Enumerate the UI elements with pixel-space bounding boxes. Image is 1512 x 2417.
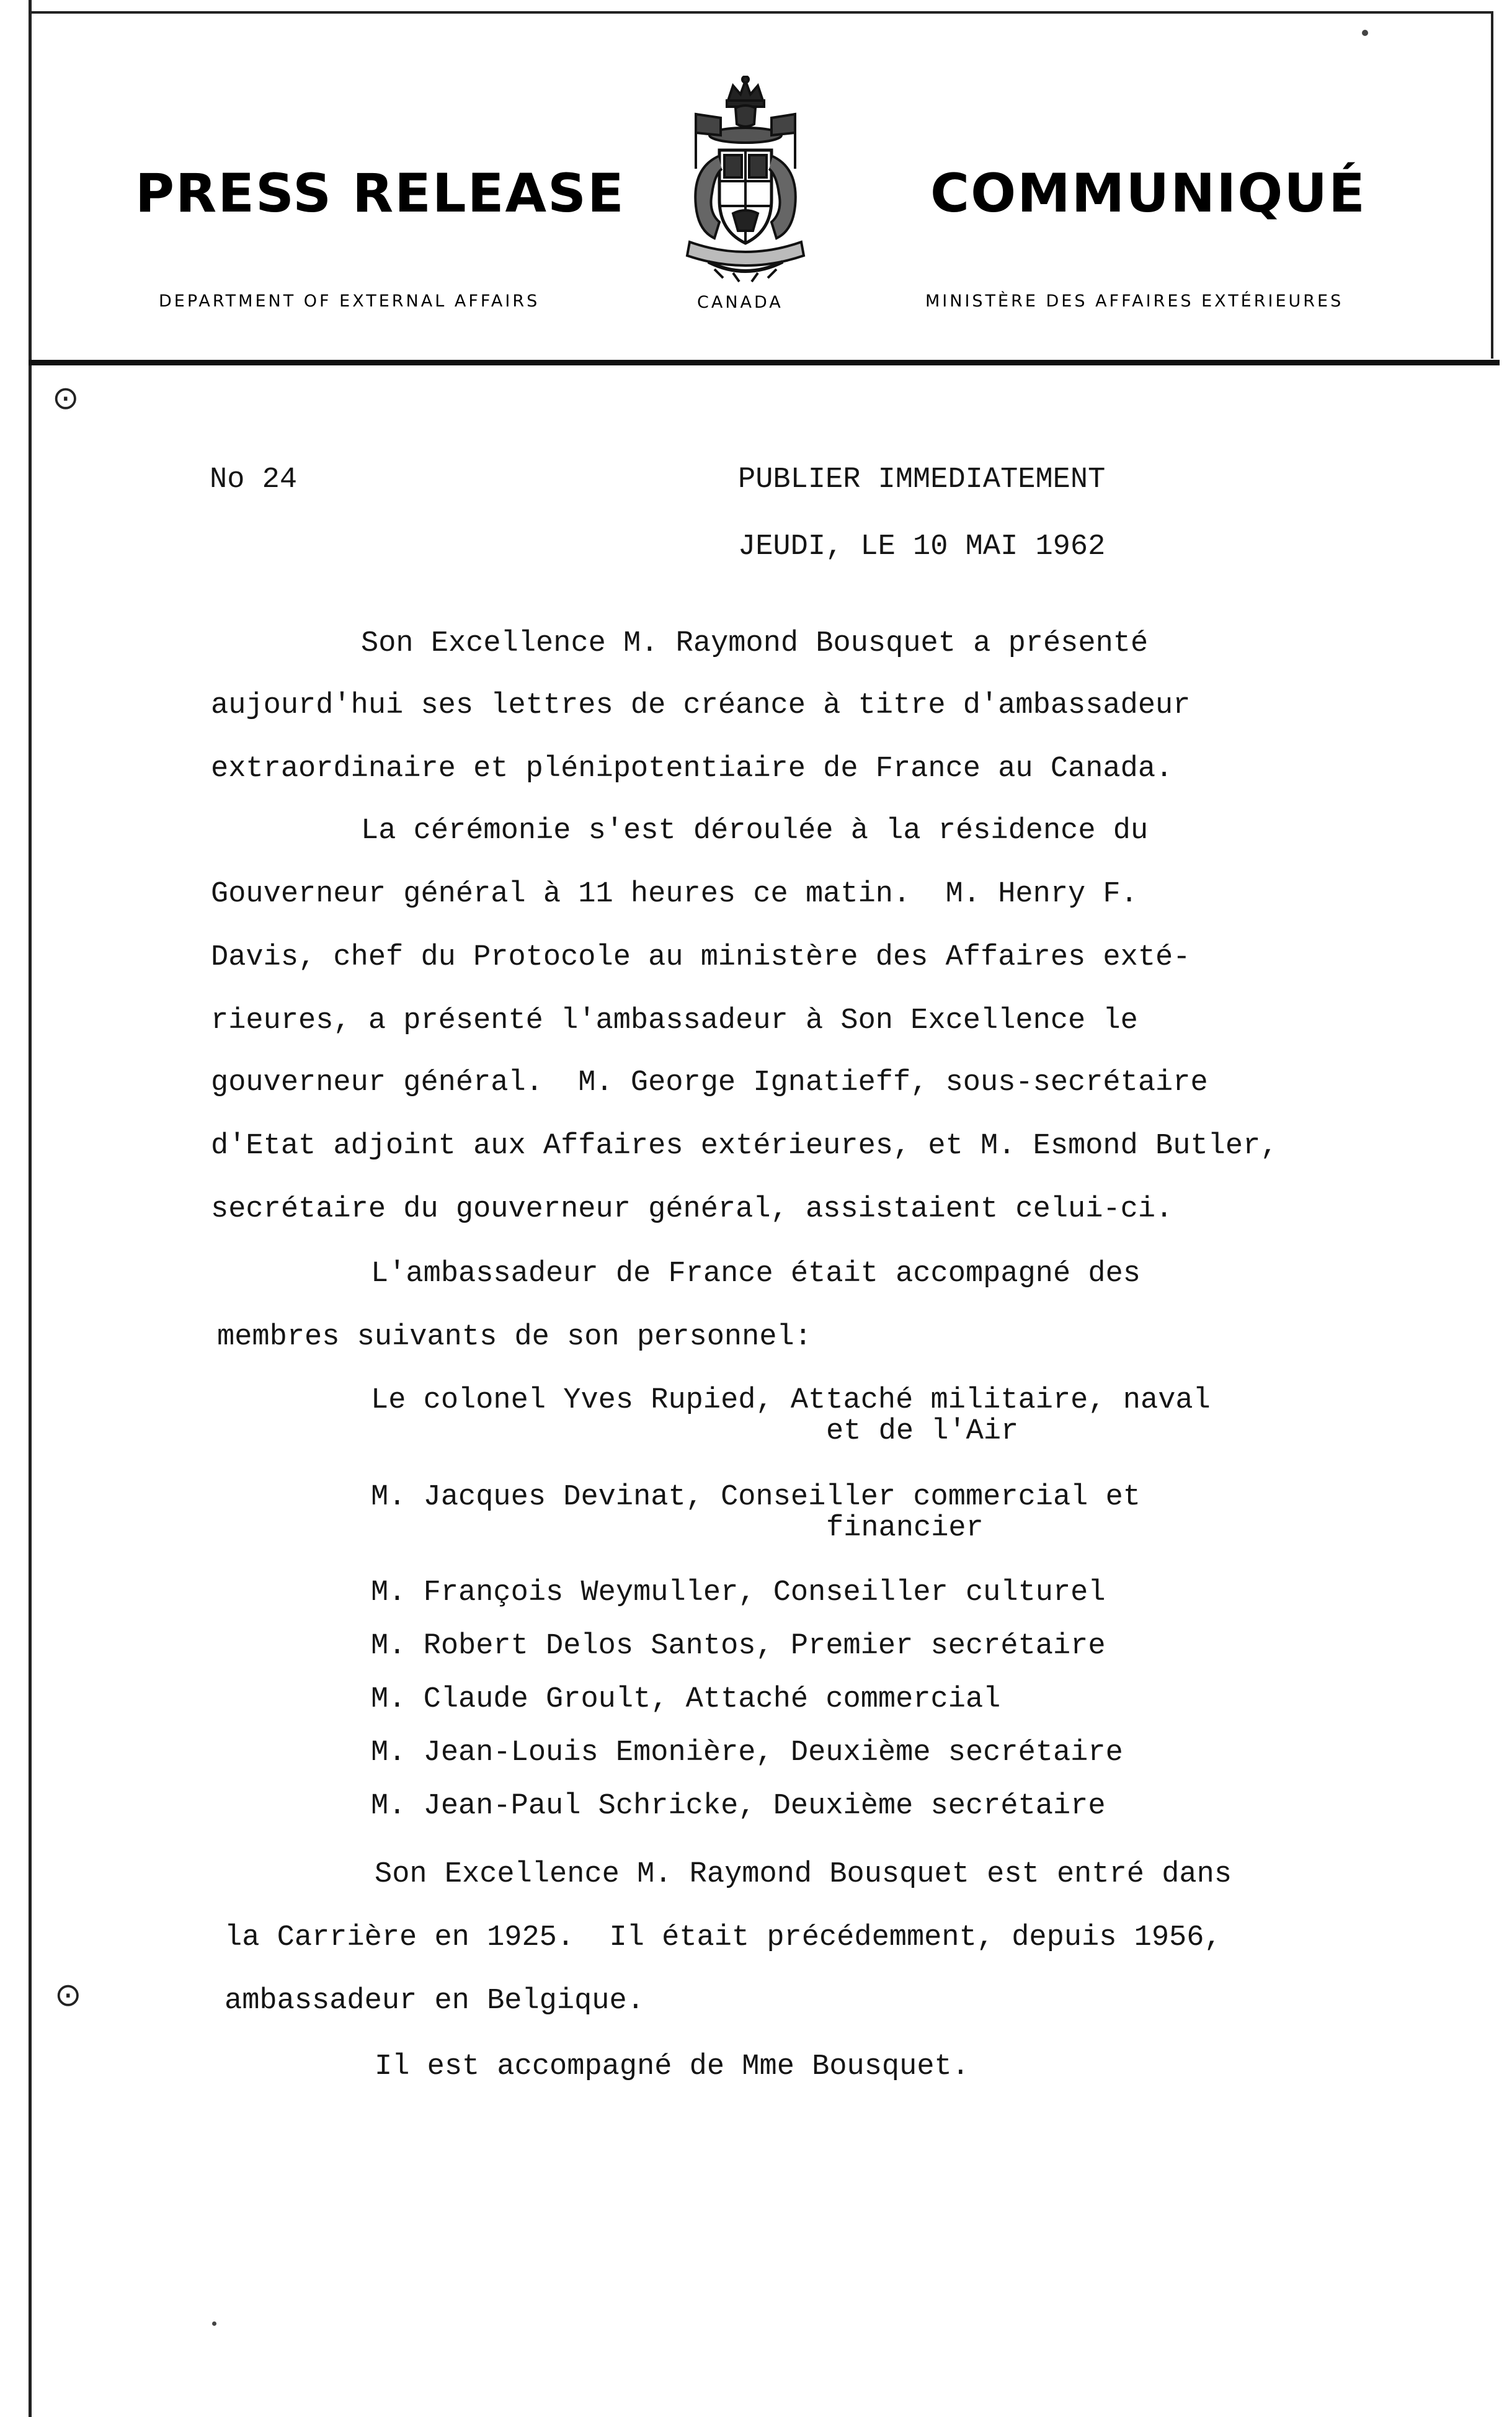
body-line: secrétaire du gouverneur général, assistaient celui-ci. [211, 1193, 1173, 1226]
department-name: DEPARTMENT OF EXTERNAL AFFAIRS [159, 292, 540, 311]
header-rule [29, 360, 1500, 365]
body-line: L'ambassadeur de France était accompagné des [371, 1258, 1141, 1290]
press-release-title: PRESS RELEASE [135, 163, 625, 225]
staff-entry-cont: et de l'Air [826, 1415, 1019, 1448]
staff-entry: M. François Weymuller, Conseiller culturel [371, 1576, 1106, 1609]
margin-mark: ⊙ [55, 1977, 82, 2014]
body-line: la Carrière en 1925. Il était précédemment, depuis 1956, [225, 1921, 1222, 1954]
speck [212, 2321, 216, 2326]
speck [1362, 30, 1368, 36]
body-line: Son Excellence M. Raymond Bousquet est entré dans [375, 1858, 1232, 1891]
body-line: Gouverneur général à 11 heures ce matin. M. Henry F. [211, 878, 1138, 911]
ministry-name: MINISTÈRE DES AFFAIRES EXTÉRIEURES [925, 292, 1344, 311]
body-line: Son Excellence M. Raymond Bousquet a présenté [361, 627, 1149, 660]
page-frame-right [1491, 11, 1493, 359]
body-line: gouverneur général. M. George Ignatieff, sous-secrétaire [211, 1066, 1208, 1099]
page-frame-top [29, 11, 1492, 14]
body-line: extraordinaire et plénipotentiaire de France au Canada. [211, 753, 1173, 785]
canada-caption: CANADA [697, 293, 783, 312]
staff-entry: M. Jacques Devinat, Conseiller commercial et [371, 1481, 1141, 1514]
communique-title: COMMUNIQUÉ [930, 163, 1366, 225]
body-line: rieures, a présenté l'ambassadeur à Son Excellence le [211, 1004, 1138, 1037]
staff-entry: M. Robert Delos Santos, Premier secrétaire [371, 1630, 1106, 1663]
release-instruction: PUBLIER IMMEDIATEMENT [738, 463, 1106, 496]
body-line: aujourd'hui ses lettres de créance à titre d'ambassadeur [211, 689, 1191, 722]
body-line: d'Etat adjoint aux Affaires extérieures, et M. Esmond Butler, [211, 1130, 1278, 1163]
release-date: JEUDI, LE 10 MAI 1962 [738, 530, 1106, 563]
staff-entry: M. Claude Groult, Attaché commercial [371, 1683, 1001, 1716]
staff-entry: M. Jean-Paul Schricke, Deuxième secrétaire [371, 1790, 1106, 1823]
staff-entry: M. Jean-Louis Emonière, Deuxième secrétaire [371, 1736, 1123, 1769]
coat-of-arms-icon [671, 76, 820, 284]
release-number: No 24 [210, 463, 298, 496]
body-line: Il est accompagné de Mme Bousquet. [375, 2050, 969, 2083]
body-line: Davis, chef du Protocole au ministère des Affaires exté- [211, 941, 1191, 974]
staff-entry: Le colonel Yves Rupied, Attaché militaire, naval [371, 1384, 1211, 1417]
staff-entry-cont: financier [826, 1512, 984, 1545]
margin-mark: ⊙ [52, 380, 79, 417]
body-line: La cérémonie s'est déroulée à la résidence du [361, 815, 1149, 847]
body-line: membres suivants de son personnel: [217, 1321, 812, 1354]
body-line: ambassadeur en Belgique. [225, 1985, 644, 2017]
